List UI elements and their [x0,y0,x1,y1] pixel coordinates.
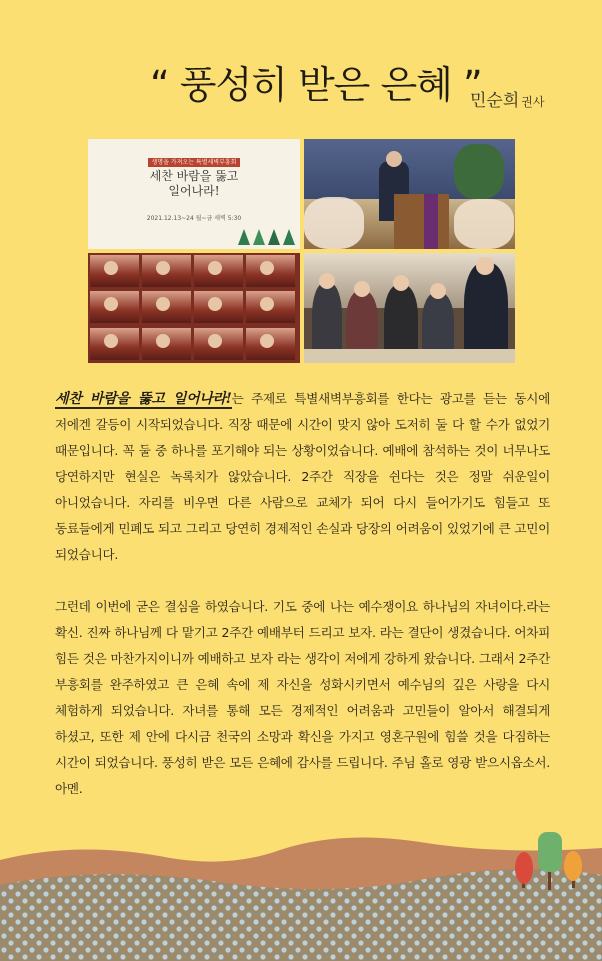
author-role: 권사 [521,95,545,109]
tree-icon [238,229,250,245]
tree-icon [283,229,295,245]
hills-landscape-illustration [0,820,602,961]
article-highlight: 세찬 바람을 뚫고 일어나라! [55,391,232,407]
author-byline [470,86,544,111]
poster-date: 2021.12.13~24 월~금 새벽 5:30 [146,215,242,222]
header [0,54,602,114]
tree-icon [268,229,280,245]
author-name: 민순희 [470,91,520,111]
revival-poster-photo [88,139,300,249]
article-body [55,386,550,802]
page-title: “ 풍성히 받은 은혜 ” [150,63,482,107]
article-paragraph-2: 그런데 이번에 굳은 결심을 하였습니다. 기도 중에 나는 예수쟁이요 하나님의 자녀이다.라는 확신. 진짜 하나님께 다 맡기고 2주간 예배부터 드리고 보자. 라는 결단이 생겼습니다. 어차피 힘든 것은 마찬가지이니까 예배하고 보자 라는 생각이 저에게 강하게 왔습니다. 그래서 2주간 부흥회를 완주하였고 큰 은혜 속에 제 자신을 성화시키면서 예수님의 깊은 사랑을 다시 체험하게 되었습니다. 자녀를 통해 모든 경제적인 어려움과 고민들이 알아서 해결되게 하셨고, 또한 제 안에 다시금 천국의 소망과 확신을 가지고 영혼구원에 힘쓸 것을 다짐하는 시간이 되었습니다. 풍성히 받은 모든 은혜에 감사를 드립니다. 주님 홀로 영광 받으시옵소서. 아멘. [55,599,550,796]
pastor-preaching-photo [304,139,515,249]
congregation-collage-photo [88,253,300,363]
tree-icon [253,229,265,245]
article-paragraph-1: 세찬 바람을 뚫고 일어나라!는 주제로 특별새벽부흥회를 한다는 광고를 듣는 동시에 저에겐 갈등이 시작되었습니다. 직장 때문에 시간이 맞지 않아 도저히 둘 다 할 수가 없었기 때문입니다. 꼭 둘 중 하나를 포기해야 되는 상황이었습니다. 예배에 참석하는 것이 너무나도 당연하지만 현실은 녹록치가 않았습니다. 2주간 직장을 쉰다는 것은 정말 쉬운일이 아니었습니다. 자리를 비우면 다른 사람으로 교체가 되어 다시 들어가기도 힘들고 또 동료들에게 민폐도 되고 그리고 당연히 경제적인 손실과 당장의 어려움이 있었기에 큰 고민이 되었습니다. [55,391,550,562]
gift-distribution-photo [304,253,515,363]
poster-banner: 생명을 가져오는 특별새벽부흥회 [88,149,300,161]
poster-headline: 세찬 바람을 뚫고 일어나라! [149,169,239,198]
